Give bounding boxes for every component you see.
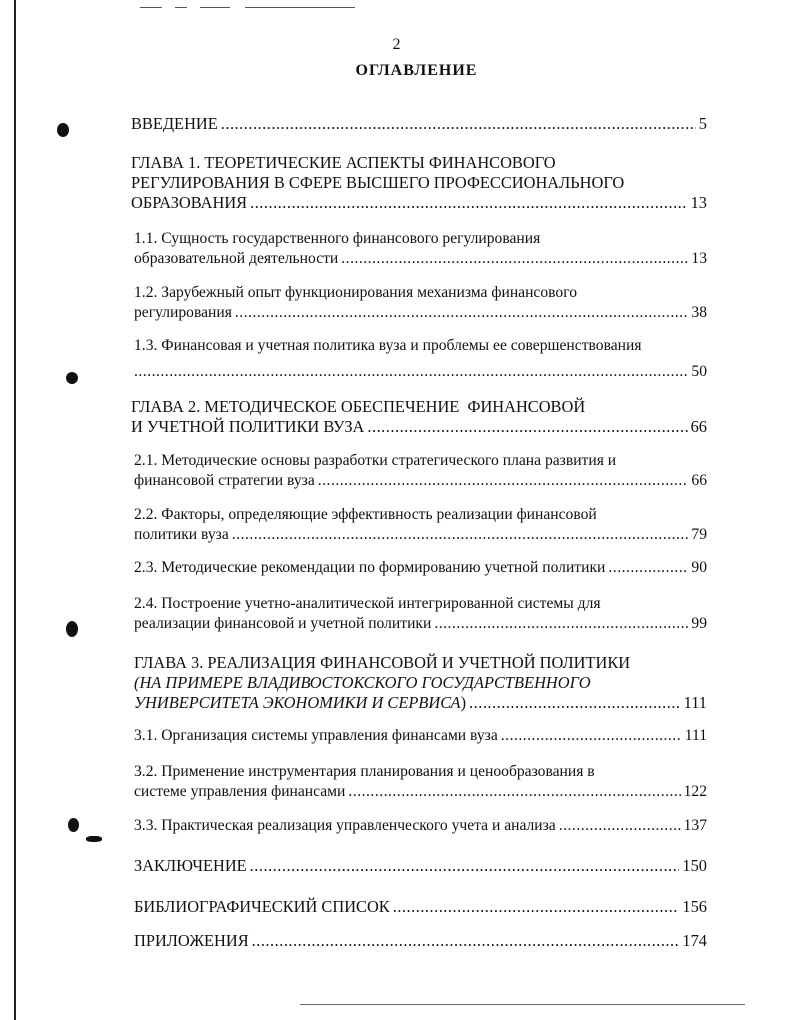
- entry-text: И УЧЕТНОЙ ПОЛИТИКИ ВУЗА: [131, 417, 365, 436]
- entry-page-number: 90: [691, 559, 707, 576]
- dot-leader: [434, 614, 688, 634]
- entry-page-number: 66: [691, 472, 707, 489]
- entry-text: реализации финансовой и учетной политики: [134, 615, 432, 632]
- ink-blot: [66, 372, 78, 384]
- entry-text: ОБРАЗОВАНИЯ: [131, 193, 248, 212]
- entry-text: 2.3. Методические рекомендации по формированию учетной политики: [134, 559, 606, 576]
- entry-text: 1.2. Зарубежный опыт функционирования механизма финансового: [134, 284, 578, 301]
- entry-text: ЗАКЛЮЧЕНИЕ: [134, 856, 247, 875]
- entry-page-number: 99: [691, 615, 707, 632]
- toc-entry-section-1-3[interactable]: [134, 336, 707, 382]
- entry-text: 1.1. Сущность государственного финансового регулирования: [134, 230, 541, 247]
- toc-entry-section-2-1[interactable]: [134, 451, 707, 491]
- entry-page-number: 38: [691, 304, 707, 321]
- entry-text: 2.2. Факторы, определяющие эффективность реализации финансовой: [134, 506, 597, 523]
- entry-text: БИБЛИОГРАФИЧЕСКИЙ СПИСОК: [134, 897, 390, 916]
- entry-page-number: 5: [698, 114, 707, 133]
- entry-text: системе управления финансами: [134, 783, 346, 800]
- entry-page-number: 174: [682, 931, 707, 950]
- dot-leader: [348, 782, 680, 802]
- dot-leader: [318, 471, 689, 491]
- scan-left-edge: [14, 0, 16, 1020]
- toc-entry-section-3-2[interactable]: [134, 762, 707, 802]
- entry-text: ГЛАВА 2. МЕТОДИЧЕСКОЕ ОБЕСПЕЧЕНИЕ ФИНАНСОВОЙ: [131, 397, 586, 416]
- toc-entry-section-2-4[interactable]: [134, 594, 707, 634]
- page-number: 2: [392, 36, 401, 53]
- toc-entry-chapter-3[interactable]: ГЛАВА 3. РЕАЛИЗАЦИЯ ФИНАНСОВОЙ И УЧЕТНОЙ ПОЛИТИКИ ( НА ПРИМЕРЕ ВЛАДИВОСТОКСКОГО ГОСУДАРСТВЕННОГО УНИВЕРСИТЕТА ЭКОНОМИКИ И СЕРВИСА ) ..... 111: [134, 653, 707, 713]
- toc-entry-conclusion[interactable]: [134, 856, 707, 876]
- entry-page-number: 111: [684, 727, 707, 744]
- ink-blot: [86, 836, 102, 842]
- entry-page-number: 122: [683, 783, 707, 800]
- entry-text: 3.2. Применение инструментария планирования и ценообразования в: [134, 763, 595, 780]
- toc-entry-section-1-1[interactable]: [134, 229, 707, 269]
- toc-entry-section-2-2[interactable]: [134, 505, 707, 545]
- entry-text: регулирования: [134, 304, 232, 321]
- toc-entry-section-2-3[interactable]: [134, 558, 707, 578]
- ink-blot: [57, 123, 69, 137]
- entry-text: НА ПРИМЕРЕ ВЛАДИВОСТОКСКОГО ГОСУДАРСТВЕННОГО: [139, 673, 591, 692]
- entry-page-number: 13: [691, 250, 707, 267]
- entry-text: ГЛАВА 3. РЕАЛИЗАЦИЯ ФИНАНСОВОЙ И УЧЕТНОЙ ПОЛИТИКИ: [134, 653, 631, 672]
- toc-entry-appendices[interactable]: [134, 931, 707, 951]
- dot-leader: [469, 693, 681, 713]
- entry-text: 3.1. Организация системы управления финансами вуза: [134, 727, 498, 744]
- entry-text: 2.4. Построение учетно-аналитической интегрированной системы для: [134, 595, 601, 612]
- dot-leader: [559, 816, 681, 836]
- scan-bottom-mark: [300, 1004, 745, 1005]
- toc-entry-introduction[interactable]: [131, 114, 707, 134]
- dot-leader: [252, 931, 680, 951]
- toc-entry-section-3-3[interactable]: [134, 816, 707, 836]
- entry-text: политики вуза: [134, 526, 229, 543]
- scan-top-mark: [200, 7, 230, 8]
- dot-leader: [501, 726, 682, 746]
- dot-leader: [134, 362, 688, 382]
- toc-entry-bibliography[interactable]: [134, 897, 707, 917]
- entry-text: ВВЕДЕНИЕ: [131, 114, 218, 133]
- dot-leader: [232, 525, 689, 545]
- entry-page-number: 156: [682, 897, 707, 916]
- entry-page-number: 150: [682, 856, 707, 875]
- entry-text: финансовой стратегии вуза: [134, 472, 315, 489]
- dot-leader: [250, 193, 688, 213]
- entry-text: 2.1. Методические основы разработки стратегического плана развития и: [134, 452, 617, 469]
- entry-page-number: 111: [683, 693, 707, 712]
- entry-page-number: 13: [690, 193, 707, 212]
- toc-title: ОГЛАВЛЕНИЕ: [355, 62, 478, 79]
- scan-top-mark: [245, 7, 355, 8]
- entry-page-number: 137: [683, 817, 707, 834]
- entry-page-number: 50: [691, 363, 707, 380]
- dot-leader: [250, 856, 680, 876]
- ink-blot: [66, 621, 78, 637]
- toc-entry-chapter-2[interactable]: [131, 397, 707, 437]
- dot-leader: [608, 558, 688, 578]
- toc-entry-section-3-1[interactable]: [134, 726, 707, 746]
- ink-blot: [68, 818, 79, 832]
- entry-text: РЕГУЛИРОВАНИЯ В СФЕРЕ ВЫСШЕГО ПРОФЕССИОНАЛЬНОГО: [131, 173, 625, 192]
- entry-text: ГЛАВА 1. ТЕОРЕТИЧЕСКИЕ АСПЕКТЫ ФИНАНСОВОГО: [131, 153, 556, 172]
- entry-text: ПРИЛОЖЕНИЯ: [134, 931, 249, 950]
- entry-text: 3.3. Практическая реализация управленческого учета и анализа: [134, 817, 556, 834]
- dot-leader: [235, 303, 689, 323]
- entry-text: 1.3. Финансовая и учетная политика вуза и проблемы ее совершенствования: [134, 337, 642, 354]
- dot-leader: [221, 114, 696, 134]
- scan-top-mark: [175, 7, 187, 8]
- entry-text: образовательной деятельности: [134, 250, 339, 267]
- scan-top-mark: [140, 7, 162, 8]
- dot-leader: [367, 417, 687, 437]
- entry-page-number: 79: [691, 526, 707, 543]
- toc-entry-chapter-1[interactable]: [131, 153, 707, 213]
- entry-text: УНИВЕРСИТЕТА ЭКОНОМИКИ И СЕРВИСА: [134, 693, 461, 712]
- dot-leader: [393, 897, 680, 917]
- entry-page-number: 66: [690, 417, 707, 436]
- dot-leader: [341, 249, 688, 269]
- toc-entry-section-1-2[interactable]: [134, 283, 707, 323]
